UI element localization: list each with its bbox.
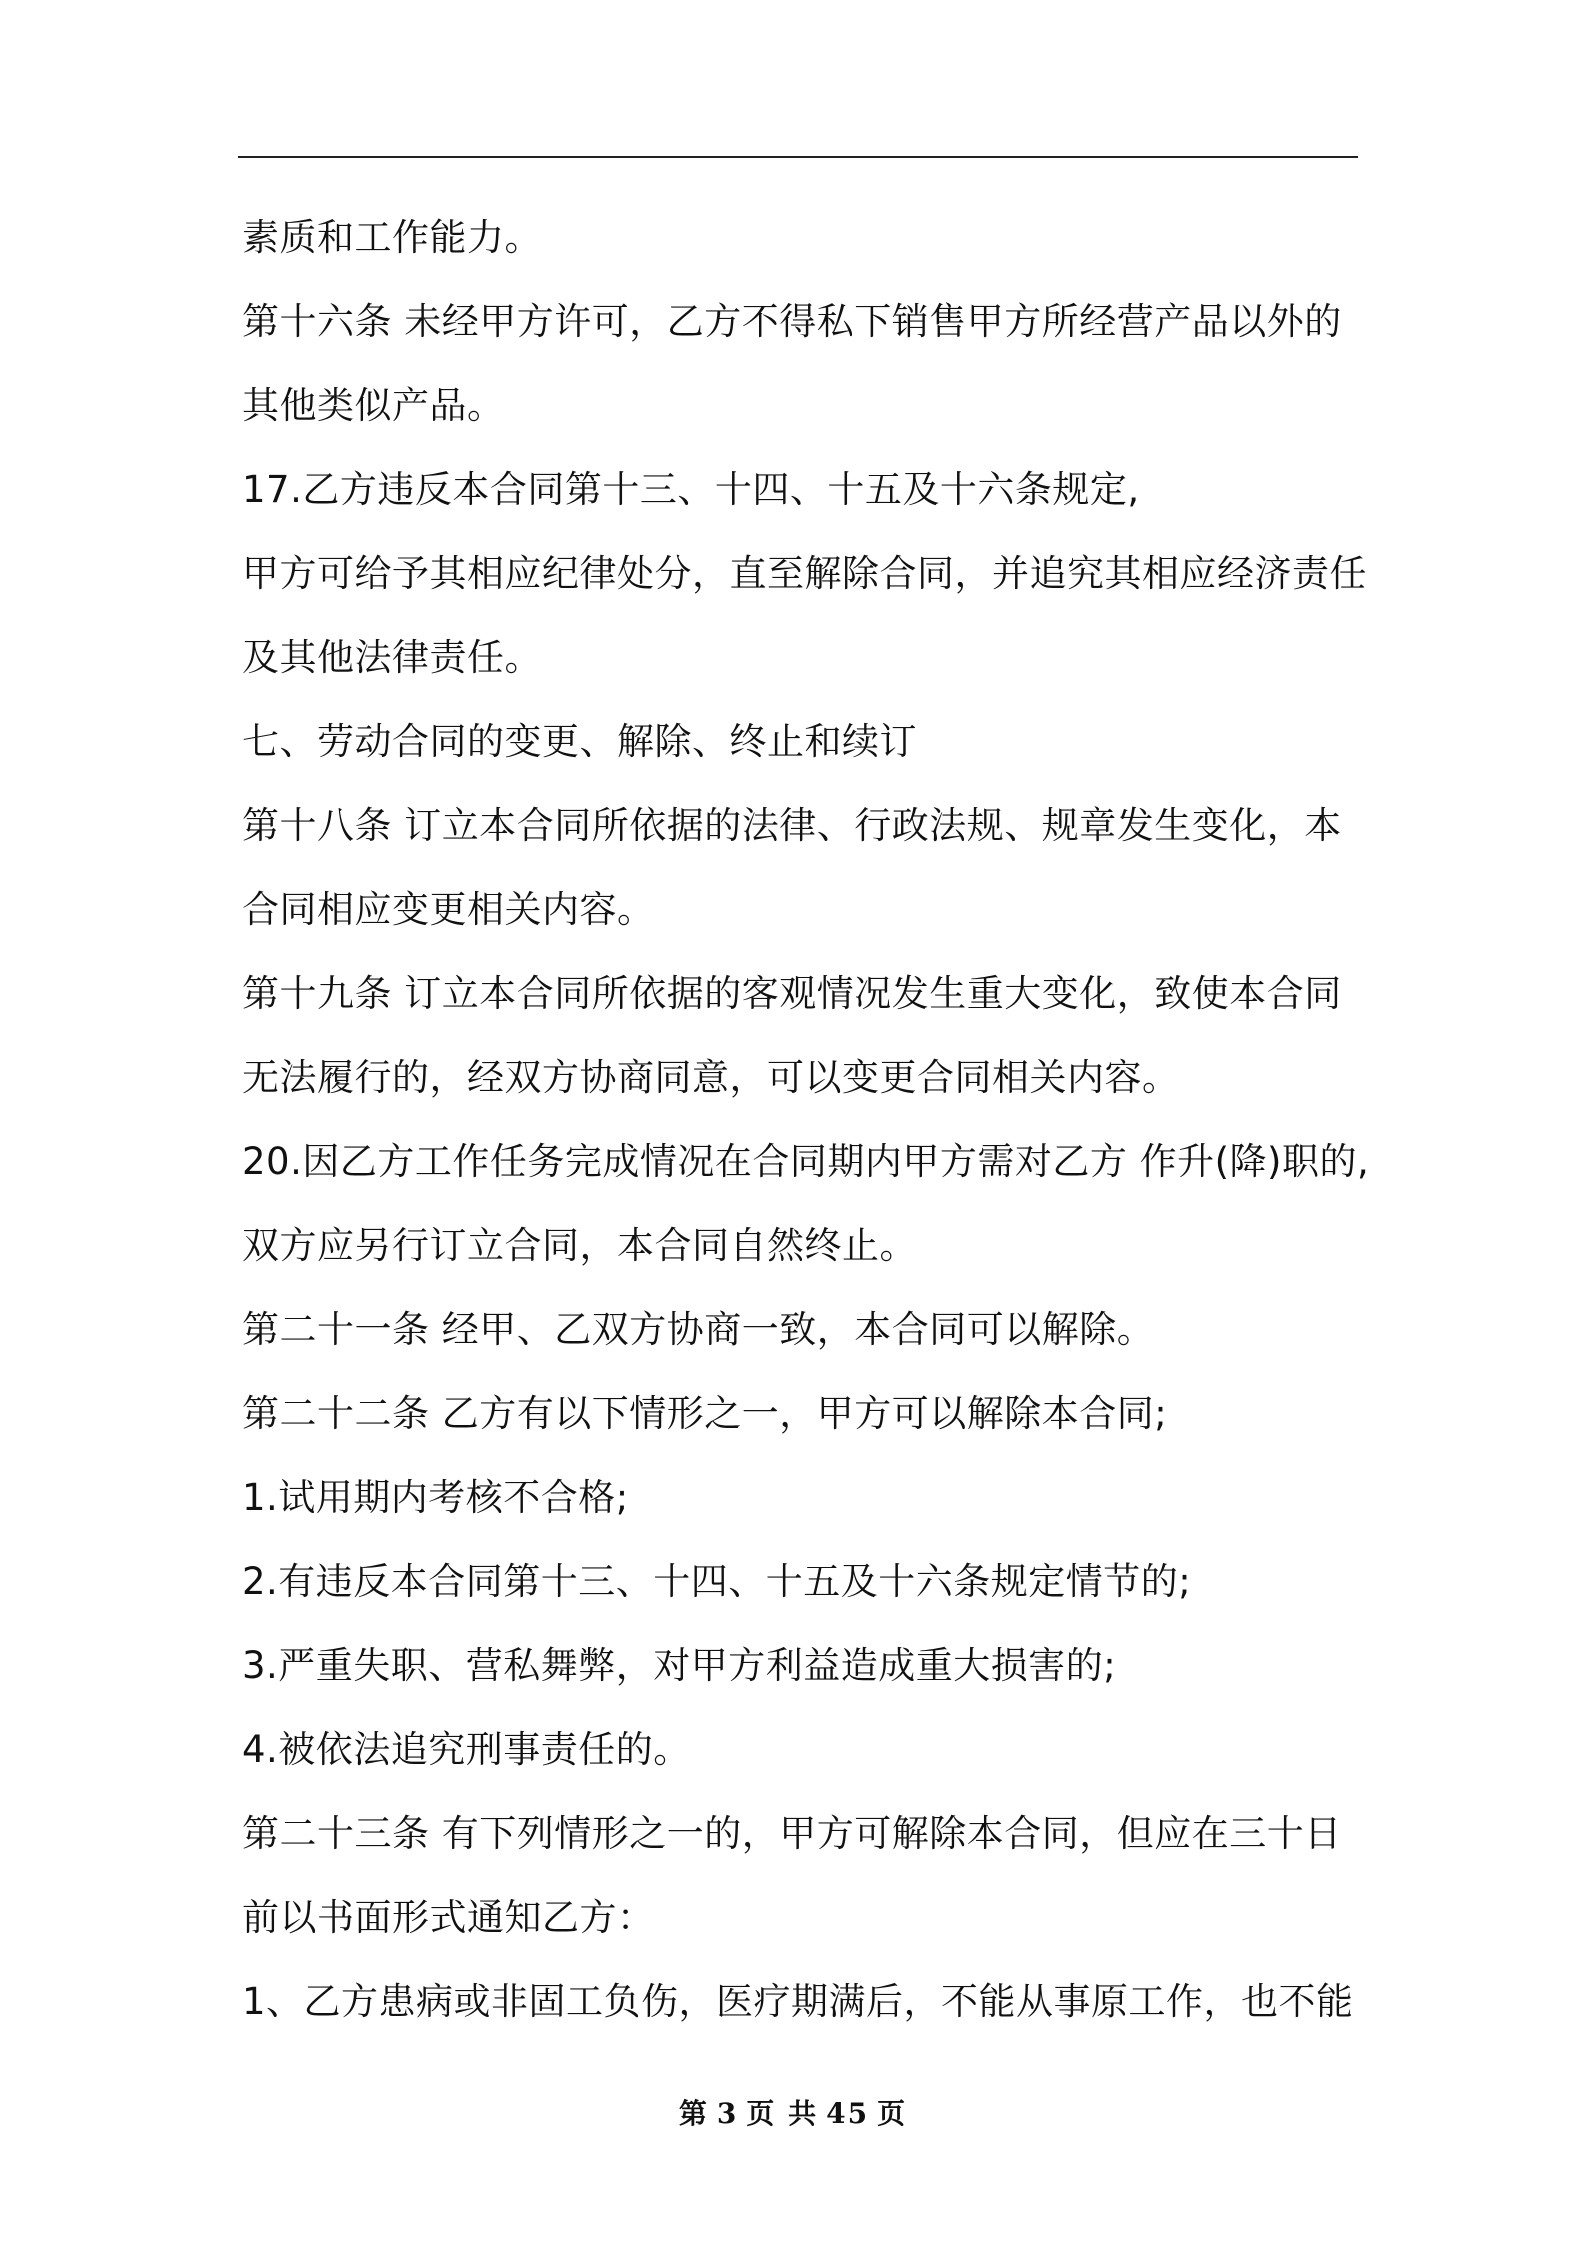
text-line: 前以书面形式通知乙方： [242, 1896, 655, 1939]
text-line: 17.乙方违反本合同第十三、十四、十五及十六条规定, [242, 468, 1140, 511]
list-item: 3.严重失职、营私舞弊，对甲方利益造成重大损害的; [242, 1644, 1117, 1687]
header-rule [238, 156, 1358, 158]
section-heading: 七、劳动合同的变更、解除、终止和续订 [242, 720, 917, 763]
text-line: 及其他法律责任。 [242, 636, 542, 679]
text-line: 第十六条 未经甲方许可，乙方不得私下销售甲方所经营产品以外的 [242, 300, 1342, 343]
text-line: 双方应另行订立合同，本合同自然终止。 [242, 1224, 917, 1267]
text-line: 第二十三条 有下列情形之一的，甲方可解除本合同，但应在三十日 [242, 1812, 1342, 1855]
text-line: 20.因乙方工作任务完成情况在合同期内甲方需对乙方 作升(降)职的, [242, 1140, 1370, 1183]
footer-page-number: 3 [716, 2097, 739, 2130]
list-item: 1.试用期内考核不合格; [242, 1476, 629, 1519]
page-footer [0, 2092, 1586, 2132]
text-line: 第二十二条 乙方有以下情形之一，甲方可以解除本合同; [242, 1392, 1168, 1435]
list-item: 1、乙方患病或非固工负伤，医疗期满后，不能从事原工作，也不能 [242, 1980, 1354, 2023]
list-item: 2.有违反本合同第十三、十四、十五及十六条规定情节的; [242, 1560, 1192, 1603]
footer-total-pages: 45 [826, 2097, 870, 2130]
document-body [242, 196, 1372, 2044]
list-item: 4.被依法追究刑事责任的。 [242, 1728, 691, 1771]
text-line: 第十八条 订立本合同所依据的法律、行政法规、规章发生变化，本 [242, 804, 1342, 847]
text-line: 第十九条 订立本合同所依据的客观情况发生重大变化，致使本合同 [242, 972, 1342, 1015]
text-line: 甲方可给予其相应纪律处分，直至解除合同，并追究其相应经济责任 [242, 552, 1367, 595]
footer-middle: 页 共 [746, 2097, 819, 2130]
text-line: 其他类似产品。 [242, 384, 505, 427]
text-line: 第二十一条 经甲、乙双方协商一致，本合同可以解除。 [242, 1308, 1155, 1351]
text-line: 素质和工作能力。 [242, 216, 542, 259]
text-line: 无法履行的，经双方协商同意，可以变更合同相关内容。 [242, 1056, 1180, 1099]
footer-suffix: 页 [877, 2097, 908, 2130]
footer-prefix: 第 [678, 2097, 709, 2130]
text-line: 合同相应变更相关内容。 [242, 888, 655, 931]
